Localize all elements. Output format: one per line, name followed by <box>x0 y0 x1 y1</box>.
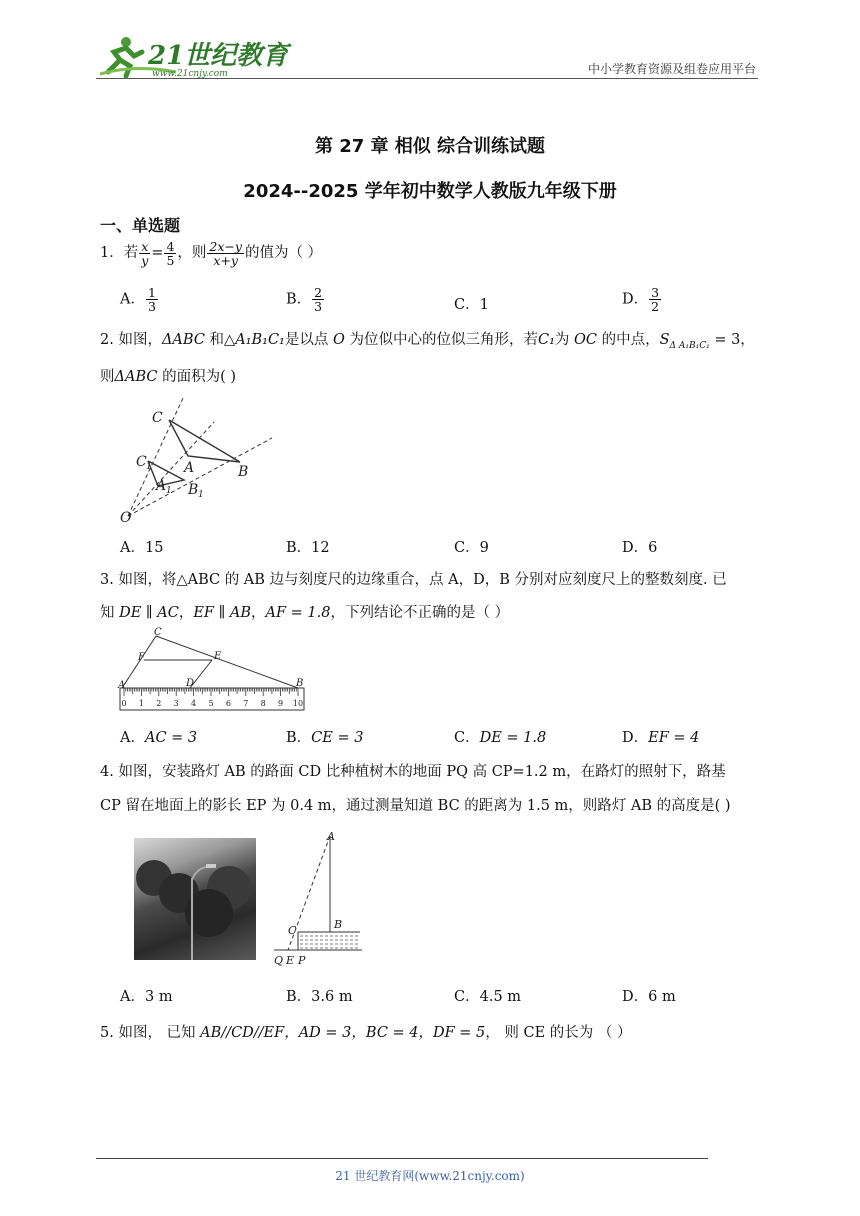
logo-text: 21世纪教育 <box>148 41 289 71</box>
ruler-label: 4 <box>191 699 197 708</box>
page-subtitle: 2024--2025 学年初中数学人教版九年级下册 <box>243 181 617 202</box>
logo <box>96 34 289 79</box>
q3-figure <box>116 626 308 716</box>
ruler-label: 7 <box>243 699 249 708</box>
q1-prefix: 1．若 <box>100 245 139 261</box>
logo-runner-icon <box>96 34 289 79</box>
question-3-line2: 知 DE ∥ AC，EF ∥ AB，AF = 1.8，下列结论不正确的是（ ） <box>100 605 510 621</box>
fig4-label-a: A <box>327 830 335 843</box>
fig2-label-c1: C <box>136 454 147 470</box>
question-1 <box>100 238 322 268</box>
q2-option-d[interactable]: D．6 <box>622 540 658 556</box>
q4-diagram <box>270 828 370 972</box>
question-4-line2: CP 留在地面上的影长 EP 为 0.4 m，通过测量知道 BC 的距离为 1.5 m，则路灯 AB 的高度是( ) <box>100 798 731 814</box>
ruler-label: 3 <box>173 699 179 708</box>
q3-option-a[interactable]: A．AC = 3 <box>120 730 198 746</box>
q4-option-c[interactable]: C．4.5 m <box>454 989 522 1005</box>
svg-text:1: 1 <box>198 490 204 500</box>
header-platform-text: 中小学教育资源及组卷应用平台 <box>587 62 756 76</box>
ruler-label: 2 <box>156 699 162 708</box>
ruler-label: 9 <box>278 699 284 708</box>
q1-frac-xy: $\frac{x}{y}$ <box>141 238 149 268</box>
logo-url: www.21cnjy.com <box>152 69 228 79</box>
q2-option-c[interactable]: C．9 <box>454 540 489 556</box>
footer-divider <box>96 1158 708 1159</box>
q1-eq: = <box>151 245 164 261</box>
question-4-line1: 4. 如图，安装路灯 AB 的路面 CD 比种植树木的地面 PQ 高 CP=1.2 m，在路灯的照射下，路基 <box>100 764 726 780</box>
svg-text:1: 1 <box>166 486 172 496</box>
q1-mid: ，则 <box>177 245 207 261</box>
question-2-line1: 2. 如图，ΔABC 和△A₁B₁C₁是以点 O 为位似中心的位似三角形，若C₁为 OC 的中点，$S_{\Delta A_1B_1C_1} = 3$， <box>100 332 755 351</box>
page-title: 第 27 章 相似 综合训练试题 <box>314 136 546 157</box>
fig2-label-a1: A <box>156 478 167 494</box>
streetlight-icon <box>134 838 256 960</box>
ruler-label: 6 <box>225 699 231 708</box>
ruler-label: 5 <box>208 699 214 708</box>
question-5: 5. 如图， 已知 AB//CD//EF，AD = 3，BC = 4，DF = 5， 则 CE 的长为 （ ） <box>100 1025 632 1041</box>
ruler-label: 1 <box>138 699 144 708</box>
fig2-label-o: O <box>120 510 132 526</box>
svg-text:1: 1 <box>146 462 152 472</box>
fig3-label-e: E <box>214 651 222 662</box>
fig3-label-a: A <box>118 680 126 691</box>
q1-option-a[interactable]: A． $\frac{1}{3}$ <box>120 285 156 314</box>
q1-frac-expr: $\frac{2x-y}{x+y}$ <box>209 238 242 268</box>
ruler-label: 8 <box>260 699 266 708</box>
fig4-label-q: Q <box>274 954 284 967</box>
question-2-line2: 则ΔABC 的面积为( ) <box>100 369 237 385</box>
q1-option-d[interactable]: D． $\frac{3}{2}$ <box>622 285 660 314</box>
fig4-label-b: B <box>334 918 343 931</box>
q4-option-a[interactable]: A．3 m <box>120 989 173 1005</box>
fig4-label-p: P <box>298 954 306 967</box>
q3-option-d[interactable]: D．EF = 4 <box>622 730 700 746</box>
fig3-label-c: C <box>154 627 162 638</box>
fig4-label-e: E <box>286 954 295 967</box>
ruler-label: 0 <box>121 699 127 708</box>
question-3-line1: 3. 如图，将△ABC 的 AB 边与刻度尺的边缘重合，点 A，D，B 分别对应刻度尺上的整数刻度. 已 <box>100 572 727 588</box>
fig3-label-d: D <box>186 678 195 689</box>
header-divider <box>96 78 758 79</box>
q4-photo-streetlight <box>134 838 256 960</box>
ruler-label: 10 <box>292 699 304 708</box>
q4-option-b[interactable]: B．3.6 m <box>286 989 353 1005</box>
fig2-label-b: B <box>238 464 249 480</box>
section-heading: 一、单选题 <box>100 216 181 235</box>
footer-text: 21 世纪教育网(www.21cnjy.com) <box>335 1169 525 1183</box>
q1-frac-45: $\frac{4}{5}$ <box>166 238 175 268</box>
q2-option-a[interactable]: A．15 <box>120 540 164 556</box>
q3-option-c[interactable]: C．DE = 1.8 <box>454 730 547 746</box>
q2-figure <box>112 394 282 526</box>
fig4-label-c: C <box>288 924 297 937</box>
q1-option-b[interactable]: B． $\frac{2}{3}$ <box>286 285 323 314</box>
q2-option-b[interactable]: B．12 <box>286 540 330 556</box>
q1-suffix: 的值为（ ） <box>244 245 323 261</box>
fig2-label-c: C <box>152 410 163 426</box>
q1-option-c[interactable]: C．1 <box>454 297 489 313</box>
q3-option-b[interactable]: B．CE = 3 <box>286 730 364 746</box>
fig2-label-a: A <box>184 460 195 476</box>
fig3-label-b: B <box>296 678 304 689</box>
fig3-label-f: F <box>138 652 145 663</box>
q4-option-d[interactable]: D．6 m <box>622 989 676 1005</box>
fig2-label-b1: B <box>188 482 199 498</box>
